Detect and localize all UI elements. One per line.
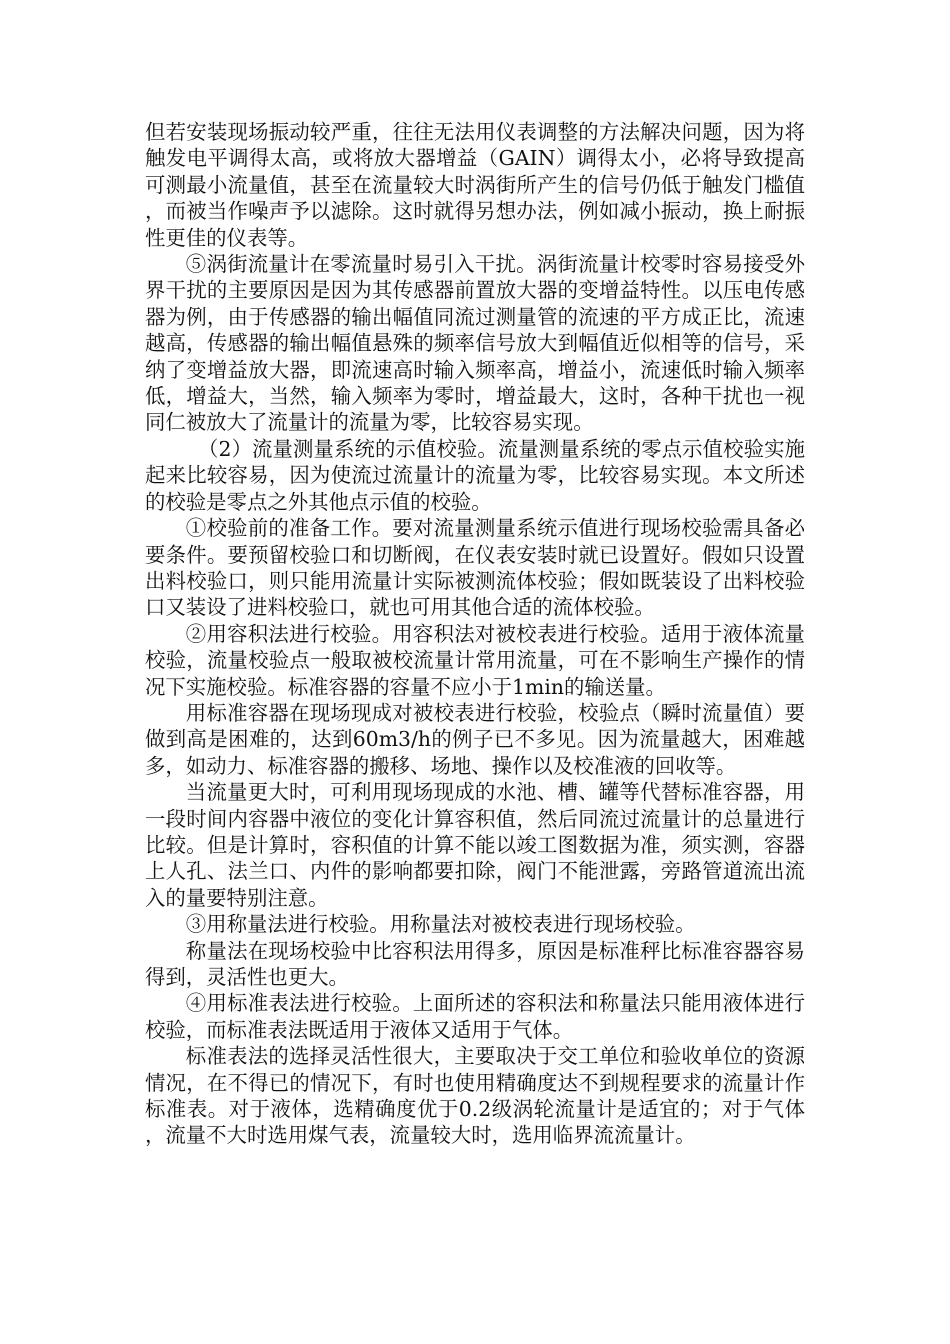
paragraph-larger-flow: 当流量更大时，可利用现场现成的水池、槽、罐等代替标准容器，用一段时间内容器中液位的变化计算容积值，然后同流过流量计的总量进行比较。但是计算时，容积值的计算不能以竣工图数据为准，须实测，容器上人孔、法兰口、内件的影响都要扣除，阀门不能泄露，旁路管道流出流入的量要特别注意。 [145,780,805,910]
document-body [145,119,805,1149]
paragraph-vibration-continued: 但若安装现场振动较严重，往往无法用仪表调整的方法解决问题，因为将触发电平调得太高，或将放大器增益（GAIN）调得太小，必将导致提高可测最小流量值，甚至在流量较大时涡街所产生的信号仍低于触发门槛值，而被当作噪声予以滤除。这时就得另想办法，例如减小振动，换上耐振性更佳的仪表等。 [145,120,805,250]
paragraph-zero-flow-interference: ⑤涡街流量计在零流量时易引入干扰。涡街流量计校零时容易接受外界干扰的主要原因是因为其传感器前置放大器的变增益特性。以压电传感器为例，由于传感器的输出幅值同流过测量管的流速的平方成正比，流速越高，传感器的输出幅值悬殊的频率信号放大到幅值近似相等的信号，采纳了变增益放大器，即流速高时输入频率高，增益小，流速低时输入频率低，增益大，当然，输入频率为零时，增益最大，这时，各种干扰也一视同仁被放大了流量计的流量为零，比较容易实现。 [145,252,805,435]
paragraph-master-meter-selection: 标准表法的选择灵活性很大，主要取决于交工单位和验收单位的资源情况，在不得已的情况下，有时也使用精确度达不到规程要求的流量计作标准表。对于液体，选精确度优于0.2级涡轮流量计是适宜的；对于气体，流量不大时选用煤气表，流量较大时，选用临界流流量计。 [145,1044,805,1148]
paragraph-weighing-advantage: 称量法在现场校验中比容积法用得多，原因是标准秤比标准容器容易得到，灵活性也更大。 [145,938,805,989]
paragraph-indication-calibration: （2）流量测量系统的示值校验。流量测量系统的零点示值校验实施起来比较容易，因为使流过流量计的流量为零，比较容易实现。本文所述的校验是零点之外其他点示值的校验。 [145,436,805,514]
paragraph-weighing-method: ③用称量法进行校验。用称量法对被校表进行现场校验。 [185,912,696,937]
paragraph-master-meter-method: ④用标准表法进行校验。上面所述的容积法和称量法只能用液体进行校验，而标准表法既适用于液体又适用于气体。 [145,991,805,1042]
paragraph-standard-container: 用标准容器在现场现成对被校表进行校验，校验点（瞬时流量值）要做到高是困难的，达到60m3/h的例子已不多见。因为流量越大，困难越多，如动力、标准容器的搬移、场地、操作以及校准液的回收等。 [145,700,805,778]
paragraph-preparation: ①校验前的准备工作。要对流量测量系统示值进行现场校验需具备必要条件。要预留校验口和切断阀，在仪表安装时就已设置好。假如只设置出料校验口，则只能用流量计实际被测流体校验；假如既装设了出料校验口又装设了进料校验口，就也可用其他合适的流体校验。 [145,516,805,620]
paragraph-volumetric-method: ②用容积法进行校验。用容积法对被校表进行校验。适用于液体流量校验，流量校验点一般取被校流量计常用流量，可在不影响生产操作的情况下实施校验。标准容器的容量不应小于1min的输送量。 [145,621,805,699]
